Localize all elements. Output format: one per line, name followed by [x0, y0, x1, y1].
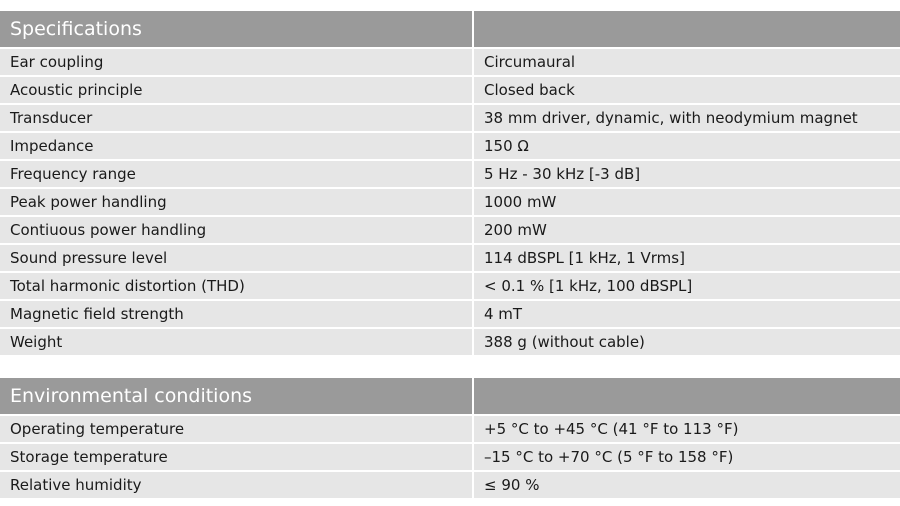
table-row: [0, 105, 900, 131]
table-row: [0, 245, 900, 271]
spec-label: Weight: [0, 329, 472, 355]
spec-label: Transducer: [0, 105, 472, 131]
environmental-conditions-table: [0, 378, 900, 500]
table-row: [0, 444, 900, 470]
spec-value: 38 mm driver, dynamic, with neodymium magnet: [474, 105, 900, 131]
spec-value: 150 Ω: [474, 133, 900, 159]
spec-value: 1000 mW: [474, 189, 900, 215]
env-value: +5 °C to +45 °C (41 °F to 113 °F): [474, 416, 900, 442]
table-row: [0, 161, 900, 187]
table-row: [0, 49, 900, 75]
env-value: –15 °C to +70 °C (5 °F to 158 °F): [474, 444, 900, 470]
table-row: [0, 301, 900, 327]
spec-value: < 0.1 % [1 kHz, 100 dBSPL]: [474, 273, 900, 299]
specifications-header-blank: [474, 11, 900, 47]
table-row: [0, 472, 900, 498]
env-value: ≤ 90 %: [474, 472, 900, 498]
spec-label: Frequency range: [0, 161, 472, 187]
spec-value: Closed back: [474, 77, 900, 103]
table-row: [0, 329, 900, 355]
spec-value: Circumaural: [474, 49, 900, 75]
spec-value: 114 dBSPL [1 kHz, 1 Vrms]: [474, 245, 900, 271]
specifications-table: [0, 11, 900, 357]
spec-value: 388 g (without cable): [474, 329, 900, 355]
table-row: [0, 273, 900, 299]
spec-value: 5 Hz - 30 kHz [-3 dB]: [474, 161, 900, 187]
spec-label: Sound pressure level: [0, 245, 472, 271]
spec-label: Impedance: [0, 133, 472, 159]
spec-label: Total harmonic distortion (THD): [0, 273, 472, 299]
spec-label: Ear coupling: [0, 49, 472, 75]
env-label: Storage temperature: [0, 444, 472, 470]
spec-label: Acoustic principle: [0, 77, 472, 103]
table-row: [0, 77, 900, 103]
spec-label: Peak power handling: [0, 189, 472, 215]
environmental-header-row: [0, 378, 900, 414]
table-row: [0, 189, 900, 215]
environmental-header: Environmental conditions: [0, 378, 472, 414]
spec-value: 200 mW: [474, 217, 900, 243]
env-label: Operating temperature: [0, 416, 472, 442]
specifications-header-row: [0, 11, 900, 47]
environmental-header-blank: [474, 378, 900, 414]
table-row: [0, 133, 900, 159]
specifications-header: Specifications: [0, 11, 472, 47]
spec-label: Magnetic field strength: [0, 301, 472, 327]
table-row: [0, 416, 900, 442]
spec-value: 4 mT: [474, 301, 900, 327]
table-row: [0, 217, 900, 243]
spec-label: Contiuous power handling: [0, 217, 472, 243]
env-label: Relative humidity: [0, 472, 472, 498]
